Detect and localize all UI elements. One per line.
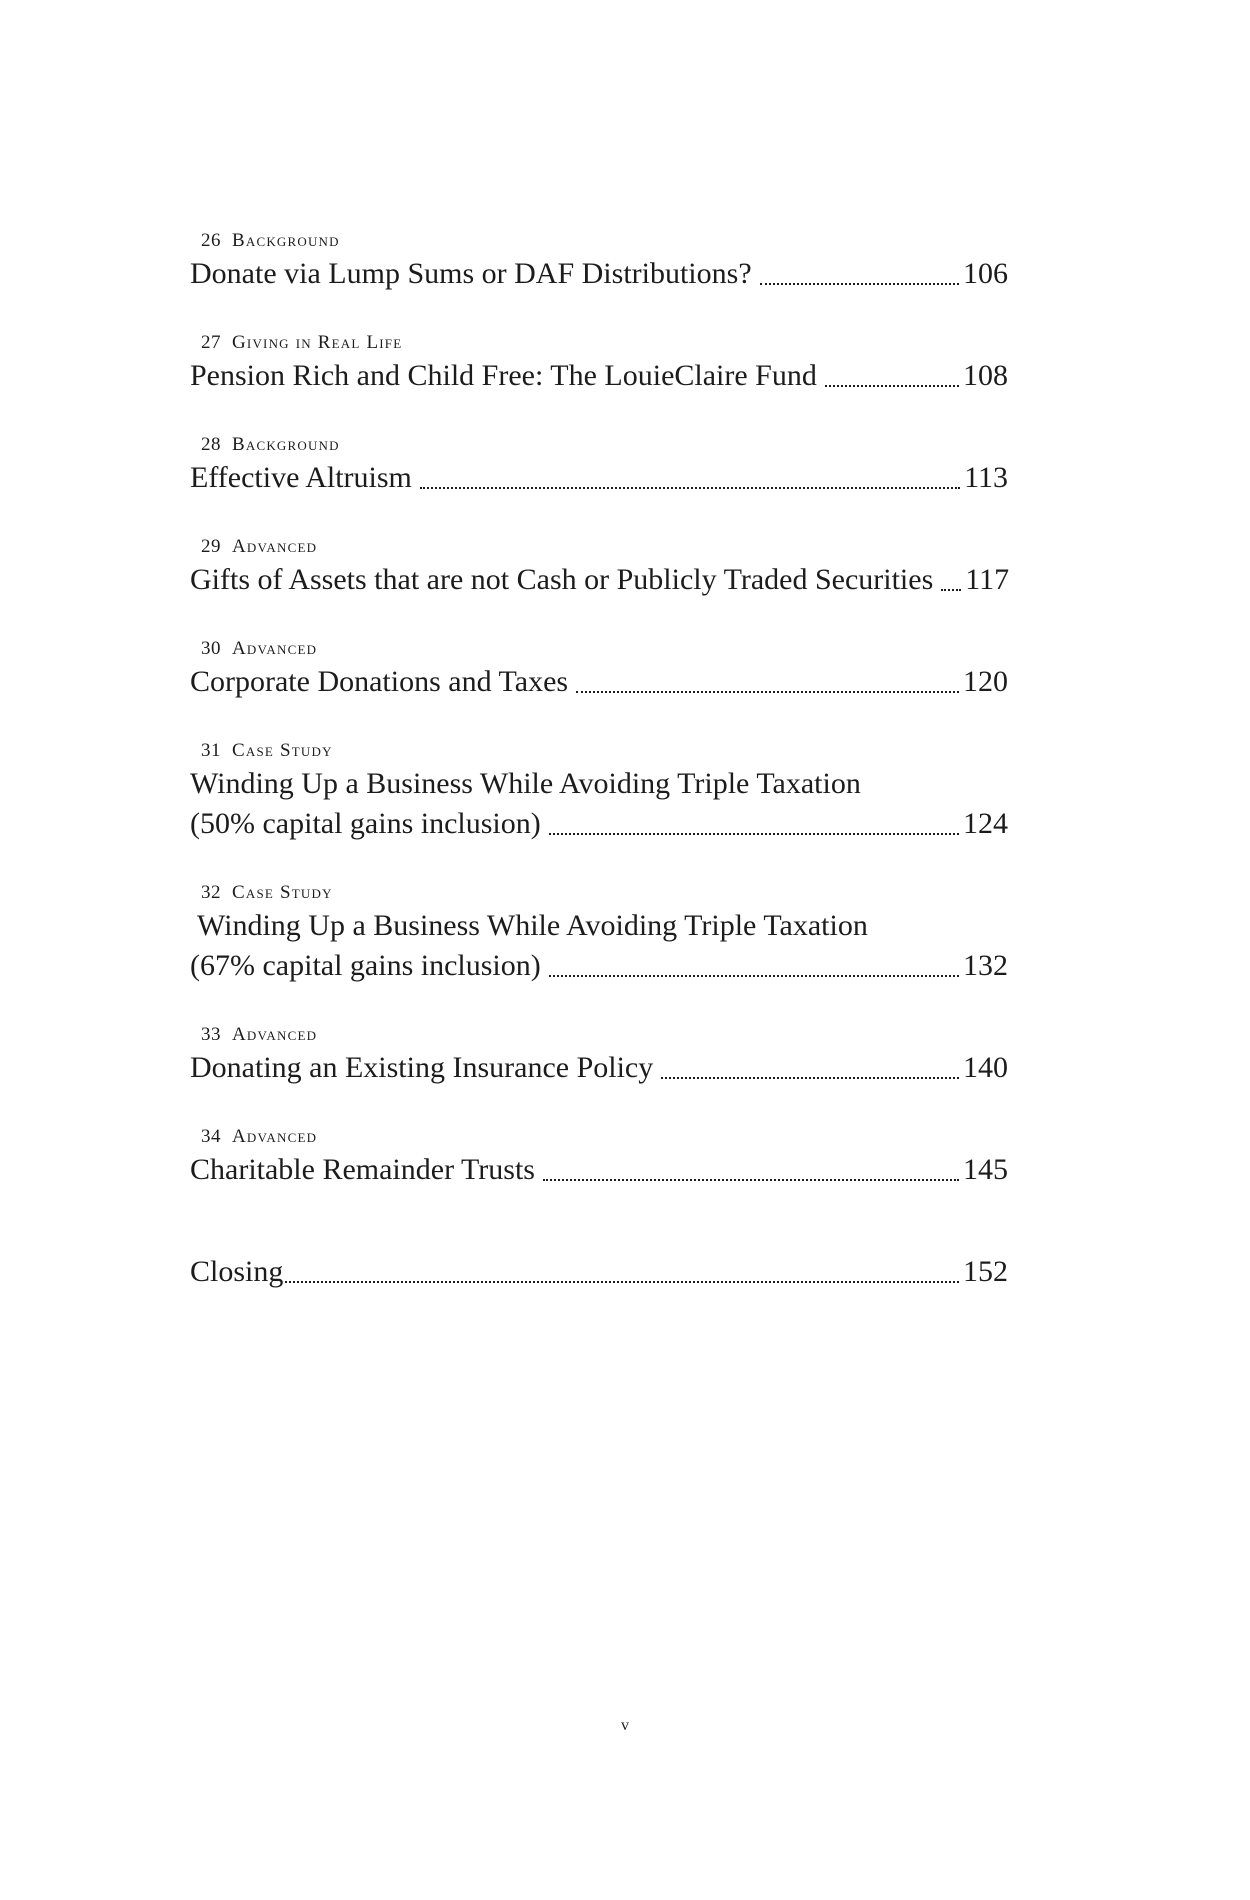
chapter-label: [190, 432, 1008, 458]
toc-entry-26: [190, 228, 1008, 294]
chapter-category: Advanced: [232, 638, 318, 659]
dot-leader: [576, 691, 959, 693]
chapter-title-row: [190, 1150, 1008, 1190]
page-number: 108: [963, 359, 1008, 392]
dot-leader: [760, 283, 959, 285]
chapter-number: 26: [201, 230, 221, 251]
chapter-title-row: [190, 662, 1008, 702]
chapter-title-row: [190, 946, 1008, 986]
page-number: 106: [963, 257, 1008, 290]
chapter-label: [190, 534, 1008, 560]
dot-leader: [825, 385, 959, 387]
chapter-category: Background: [232, 434, 340, 455]
toc-entry-34: [190, 1124, 1008, 1190]
chapter-label: [190, 880, 1008, 906]
chapter-title-line1: Winding Up a Business While Avoiding Triple Taxation: [197, 909, 868, 942]
page-number: 120: [963, 665, 1008, 698]
chapter-category: Case Study: [232, 882, 333, 903]
toc-entry-32: [190, 880, 1008, 986]
chapter-title-line2: (67% capital gains inclusion): [190, 949, 541, 982]
chapter-number: 30: [201, 638, 221, 659]
chapter-title: Corporate Donations and Taxes: [190, 665, 569, 698]
chapter-category: Advanced: [232, 1126, 318, 1147]
chapter-number: 32: [201, 882, 221, 903]
chapter-number: 31: [201, 740, 221, 761]
toc-entry-27: [190, 330, 1008, 396]
chapter-label: [190, 330, 1008, 356]
chapter-title-row: [190, 356, 1008, 396]
toc-entry-33: [190, 1022, 1008, 1088]
chapter-label: [190, 738, 1008, 764]
chapter-title-row: [190, 560, 1008, 600]
chapter-number: 29: [201, 536, 221, 557]
chapter-title-row: [190, 804, 1008, 844]
dot-leader: [420, 487, 960, 489]
toc-entry-closing: [190, 1252, 1008, 1292]
page-number: 132: [963, 949, 1008, 982]
page-number: 124: [963, 807, 1008, 840]
page-number: 145: [963, 1153, 1008, 1186]
dot-leader: [549, 833, 959, 835]
page-number: 152: [963, 1255, 1008, 1288]
page-number: 117: [965, 563, 1010, 596]
chapter-title: Effective Altruism: [190, 461, 412, 494]
chapter-category: Giving in Real Life: [232, 332, 403, 353]
chapter-label: [190, 228, 1008, 254]
chapter-label: [190, 636, 1008, 662]
chapter-title-row: [190, 1048, 1008, 1088]
chapter-title: Gifts of Assets that are not Cash or Publicly Traded Securities: [190, 563, 934, 596]
chapter-label: [190, 1124, 1008, 1150]
chapter-title: Pension Rich and Child Free: The LouieClaire Fund: [190, 359, 817, 392]
chapter-number: 28: [201, 434, 221, 455]
page-number: 140: [963, 1051, 1008, 1084]
chapter-title-line2: (50% capital gains inclusion): [190, 807, 541, 840]
dot-leader: [549, 975, 959, 977]
closing-title: Closing: [190, 1255, 284, 1288]
toc-entry-30: [190, 636, 1008, 702]
chapter-title-row: [190, 458, 1008, 498]
toc-entry-28: [190, 432, 1008, 498]
chapter-label: [190, 1022, 1008, 1048]
page-folio: v: [621, 1717, 629, 1734]
chapter-category: Advanced: [232, 1024, 318, 1045]
chapter-category: Case Study: [232, 740, 333, 761]
dot-leader: [543, 1179, 959, 1181]
toc-entry-31: [190, 738, 1008, 844]
dot-leader: [285, 1281, 959, 1283]
chapter-title-row: [190, 254, 1008, 294]
chapter-title-row: [190, 1252, 1008, 1292]
chapter-title: Charitable Remainder Trusts: [190, 1153, 535, 1186]
table-of-contents: [190, 228, 1008, 1292]
chapter-title: Donating an Existing Insurance Policy: [190, 1051, 654, 1084]
chapter-category: Advanced: [232, 536, 318, 557]
page-number: 113: [964, 461, 1008, 494]
dot-leader: [661, 1077, 959, 1079]
chapter-number: 33: [201, 1024, 221, 1045]
chapter-title-line1: Winding Up a Business While Avoiding Triple Taxation: [190, 767, 861, 800]
chapter-title: Donate via Lump Sums or DAF Distributions?: [190, 257, 752, 290]
chapter-number: 27: [201, 332, 221, 353]
chapter-category: Background: [232, 230, 340, 251]
dot-leader: [941, 589, 961, 591]
toc-entry-29: [190, 534, 1008, 600]
chapter-number: 34: [201, 1126, 221, 1147]
